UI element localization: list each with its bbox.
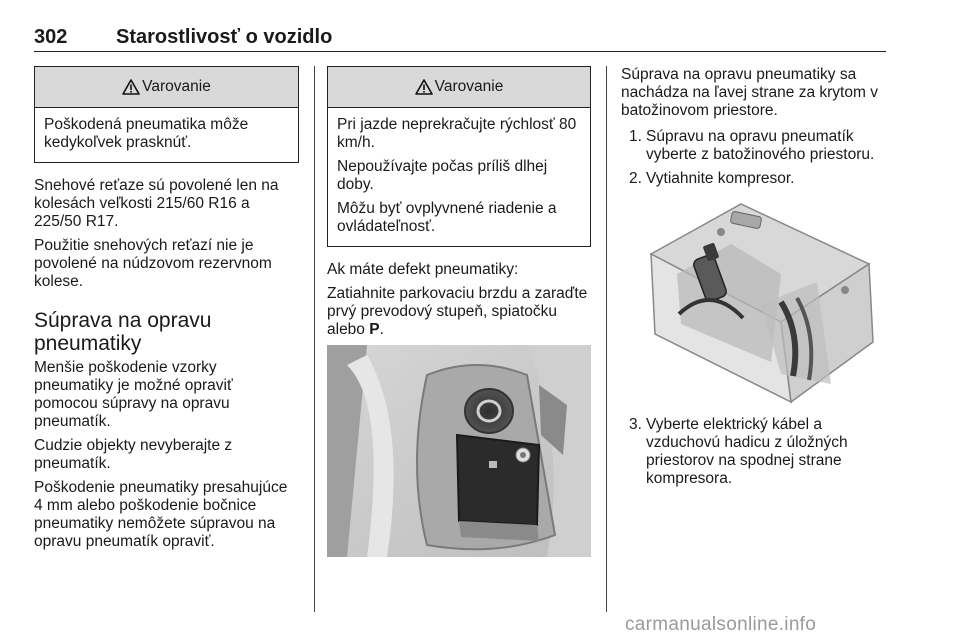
warning-text-steering: Môžu byť ovplyvnené riadenie a ovládateľnosť.	[337, 200, 557, 235]
steps-list-continued	[621, 416, 889, 488]
warning-text-duration: Nepoužívajte počas príliš dlhej doby.	[337, 158, 548, 193]
warning-header	[35, 67, 298, 108]
paragraph-snow-chains-spare: Použitie snehových reťazí nie je povolené na núdzovom rezervnom kolese.	[34, 237, 272, 290]
step-3: 3. Vyberte elektrický kábel a vzduchovú hadicu z úložných priestorov na spodnej strane kompresora.	[629, 416, 848, 487]
paragraph-minor-damage: Menšie poškodenie vzorky pneumatiky je možné opraviť pomocou súpravy na opravu pneumatík.	[34, 359, 233, 430]
warning-box	[34, 66, 299, 163]
warning-triangle-icon	[415, 79, 433, 95]
step-1: 1. Súpravu na opravu pneumatík vyberte z batožinového priestoru.	[629, 128, 875, 163]
column-divider-2	[606, 66, 607, 612]
paragraph-flat-tyre: Ak máte defekt pneumatiky:	[327, 261, 519, 278]
column-middle	[327, 66, 591, 557]
warning-body	[35, 108, 298, 162]
warning-body	[328, 108, 590, 246]
header-rule	[34, 51, 886, 52]
warning-title: Varovanie	[434, 78, 504, 95]
page-title: Starostlivosť o vozidlo	[116, 26, 333, 48]
warning-box	[327, 66, 591, 247]
column-left	[34, 66, 299, 557]
warning-title: Varovanie	[142, 78, 211, 95]
paragraph-parking-brake: Zatiahnite parkovaciu brzdu a zaraďte prvý prevodový stupeň, spiatočku alebo P.	[327, 285, 588, 338]
paragraph-damage-limit: Poškodenie pneumatiky presahujúce 4 mm alebo poškodenie bočnice pneumatiky nemôžete súpravou na opravu pneumatík opraviť.	[34, 479, 288, 550]
watermark: carmanualsonline.info	[625, 614, 817, 635]
warning-header	[328, 67, 590, 108]
compressor-illustration	[621, 194, 885, 404]
page-header	[34, 26, 884, 52]
paragraph-kit-location: Súprava na opravu pneumatiky sa nachádza na ľavej strane za krytom v batožinovom priestore.	[621, 66, 878, 119]
paragraph-snow-chains: Snehové reťaze sú povolené len na kolesách veľkosti 215/60 R16 a 225/50 R17.	[34, 177, 279, 230]
trunk-side-panel-illustration	[327, 345, 591, 557]
column-right	[621, 66, 889, 494]
paragraph-foreign-objects: Cudzie objekty nevyberajte z pneumatík.	[34, 437, 233, 472]
section-heading: Súprava na opravu pneumatiky	[34, 309, 212, 355]
steps-list	[621, 128, 889, 188]
warning-triangle-icon	[122, 79, 140, 95]
warning-text-speed: Pri jazde neprekračujte rýchlosť 80 km/h.	[337, 116, 577, 151]
column-divider-1	[314, 66, 315, 612]
page-number: 302	[34, 26, 68, 48]
warning-text: Poškodená pneumatika môže kedykoľvek prasknúť.	[44, 116, 249, 151]
step-2: 2. Vytiahnite kompresor.	[629, 170, 795, 187]
gear-p-label: P	[369, 321, 380, 338]
